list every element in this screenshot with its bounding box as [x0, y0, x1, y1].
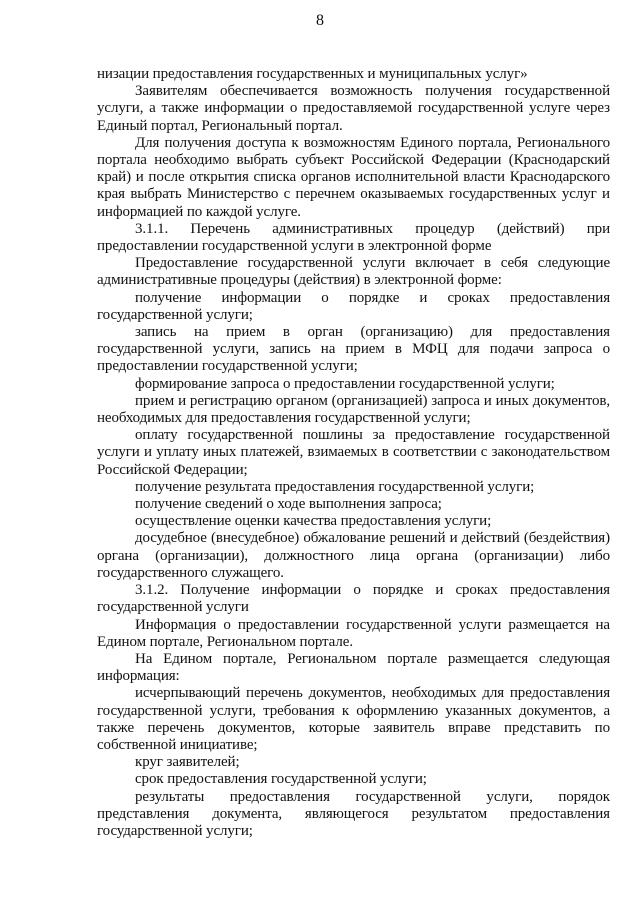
paragraph: исчерпывающий перечень документов, необходимых для предоставления государственной услуги, требования к оформлению указанных документов, а также перечень документов, которые заявитель вправе представить по собственной инициативе; [97, 685, 610, 753]
page-number: 8 [316, 12, 324, 29]
paragraph: осуществление оценки качества предоставления услуги; [135, 513, 492, 530]
paragraph: результаты предоставления государственной услуги, порядок представления документа, являющегося результатом предоставления государственной услуги; [97, 788, 610, 839]
paragraph: Заявителям обеспечивается возможность получения государственной услуги, а также информации о предоставляемой государственной услуге через Единый портал, Региональный портал. [97, 83, 610, 134]
paragraph: досудебное (внесудебное) обжалование решений и действий (бездействия) органа (организации), должностного лица органа (организации) либо государственного служащего. [97, 530, 610, 581]
paragraph: получение сведений о ходе выполнения запроса; [135, 496, 442, 513]
paragraph: оплату государственной пошлины за предоставление государственной услуги и уплату иных платежей, взимаемых в соответствии с законодательством Российской Федерации; [97, 427, 610, 478]
paragraph: получение результата предоставления государственной услуги; [135, 478, 535, 495]
paragraph: Предоставление государственной услуги включает в себя следующие административные процедуры (действия) в электронной форме: [97, 255, 610, 289]
paragraph: На Едином портале, Региональном портале размещается следующая информация: [97, 650, 610, 685]
paragraph: Для получения доступа к возможностям Единого портала, Регионального портала необходимо выбрать субъект Российской Федерации (Краснодарский край) и после открытия списка органов исполнительной власти Краснодарского края выбрать Министерство с перечнем оказываемых государственных услуг и информацией по каждой услуге. [97, 134, 610, 220]
paragraph: низации предоставления государственных и муниципальных услуг» [97, 66, 528, 82]
paragraph: запись на прием в орган (организацию) для предоставления государственной услуги, запись на прием в МФЦ для подачи запроса о предоставлении государственной услуги; [97, 324, 610, 375]
paragraph: срок предоставления государственной услуги; [135, 771, 427, 788]
paragraph: Информация о предоставлении государственной услуги размещается на Едином портале, Региональном портале. [97, 616, 610, 650]
paragraph: 3.1.1. Перечень административных процедур (действий) при предоставлении государственной услуги в электронной форме [97, 220, 610, 255]
paragraph: прием и регистрацию органом (организацией) запроса и иных документов, необходимых для предоставления государственной услуги; [97, 392, 610, 427]
paragraph: получение информации о порядке и сроках предоставления государственной услуги; [97, 289, 610, 323]
paragraph: 3.1.2. Получение информации о порядке и сроках предоставления государственной услуги [97, 582, 610, 616]
paragraph: круг заявителей; [135, 754, 240, 771]
paragraph: формирование запроса о предоставлении государственной услуги; [135, 375, 555, 392]
document-body [97, 66, 610, 840]
